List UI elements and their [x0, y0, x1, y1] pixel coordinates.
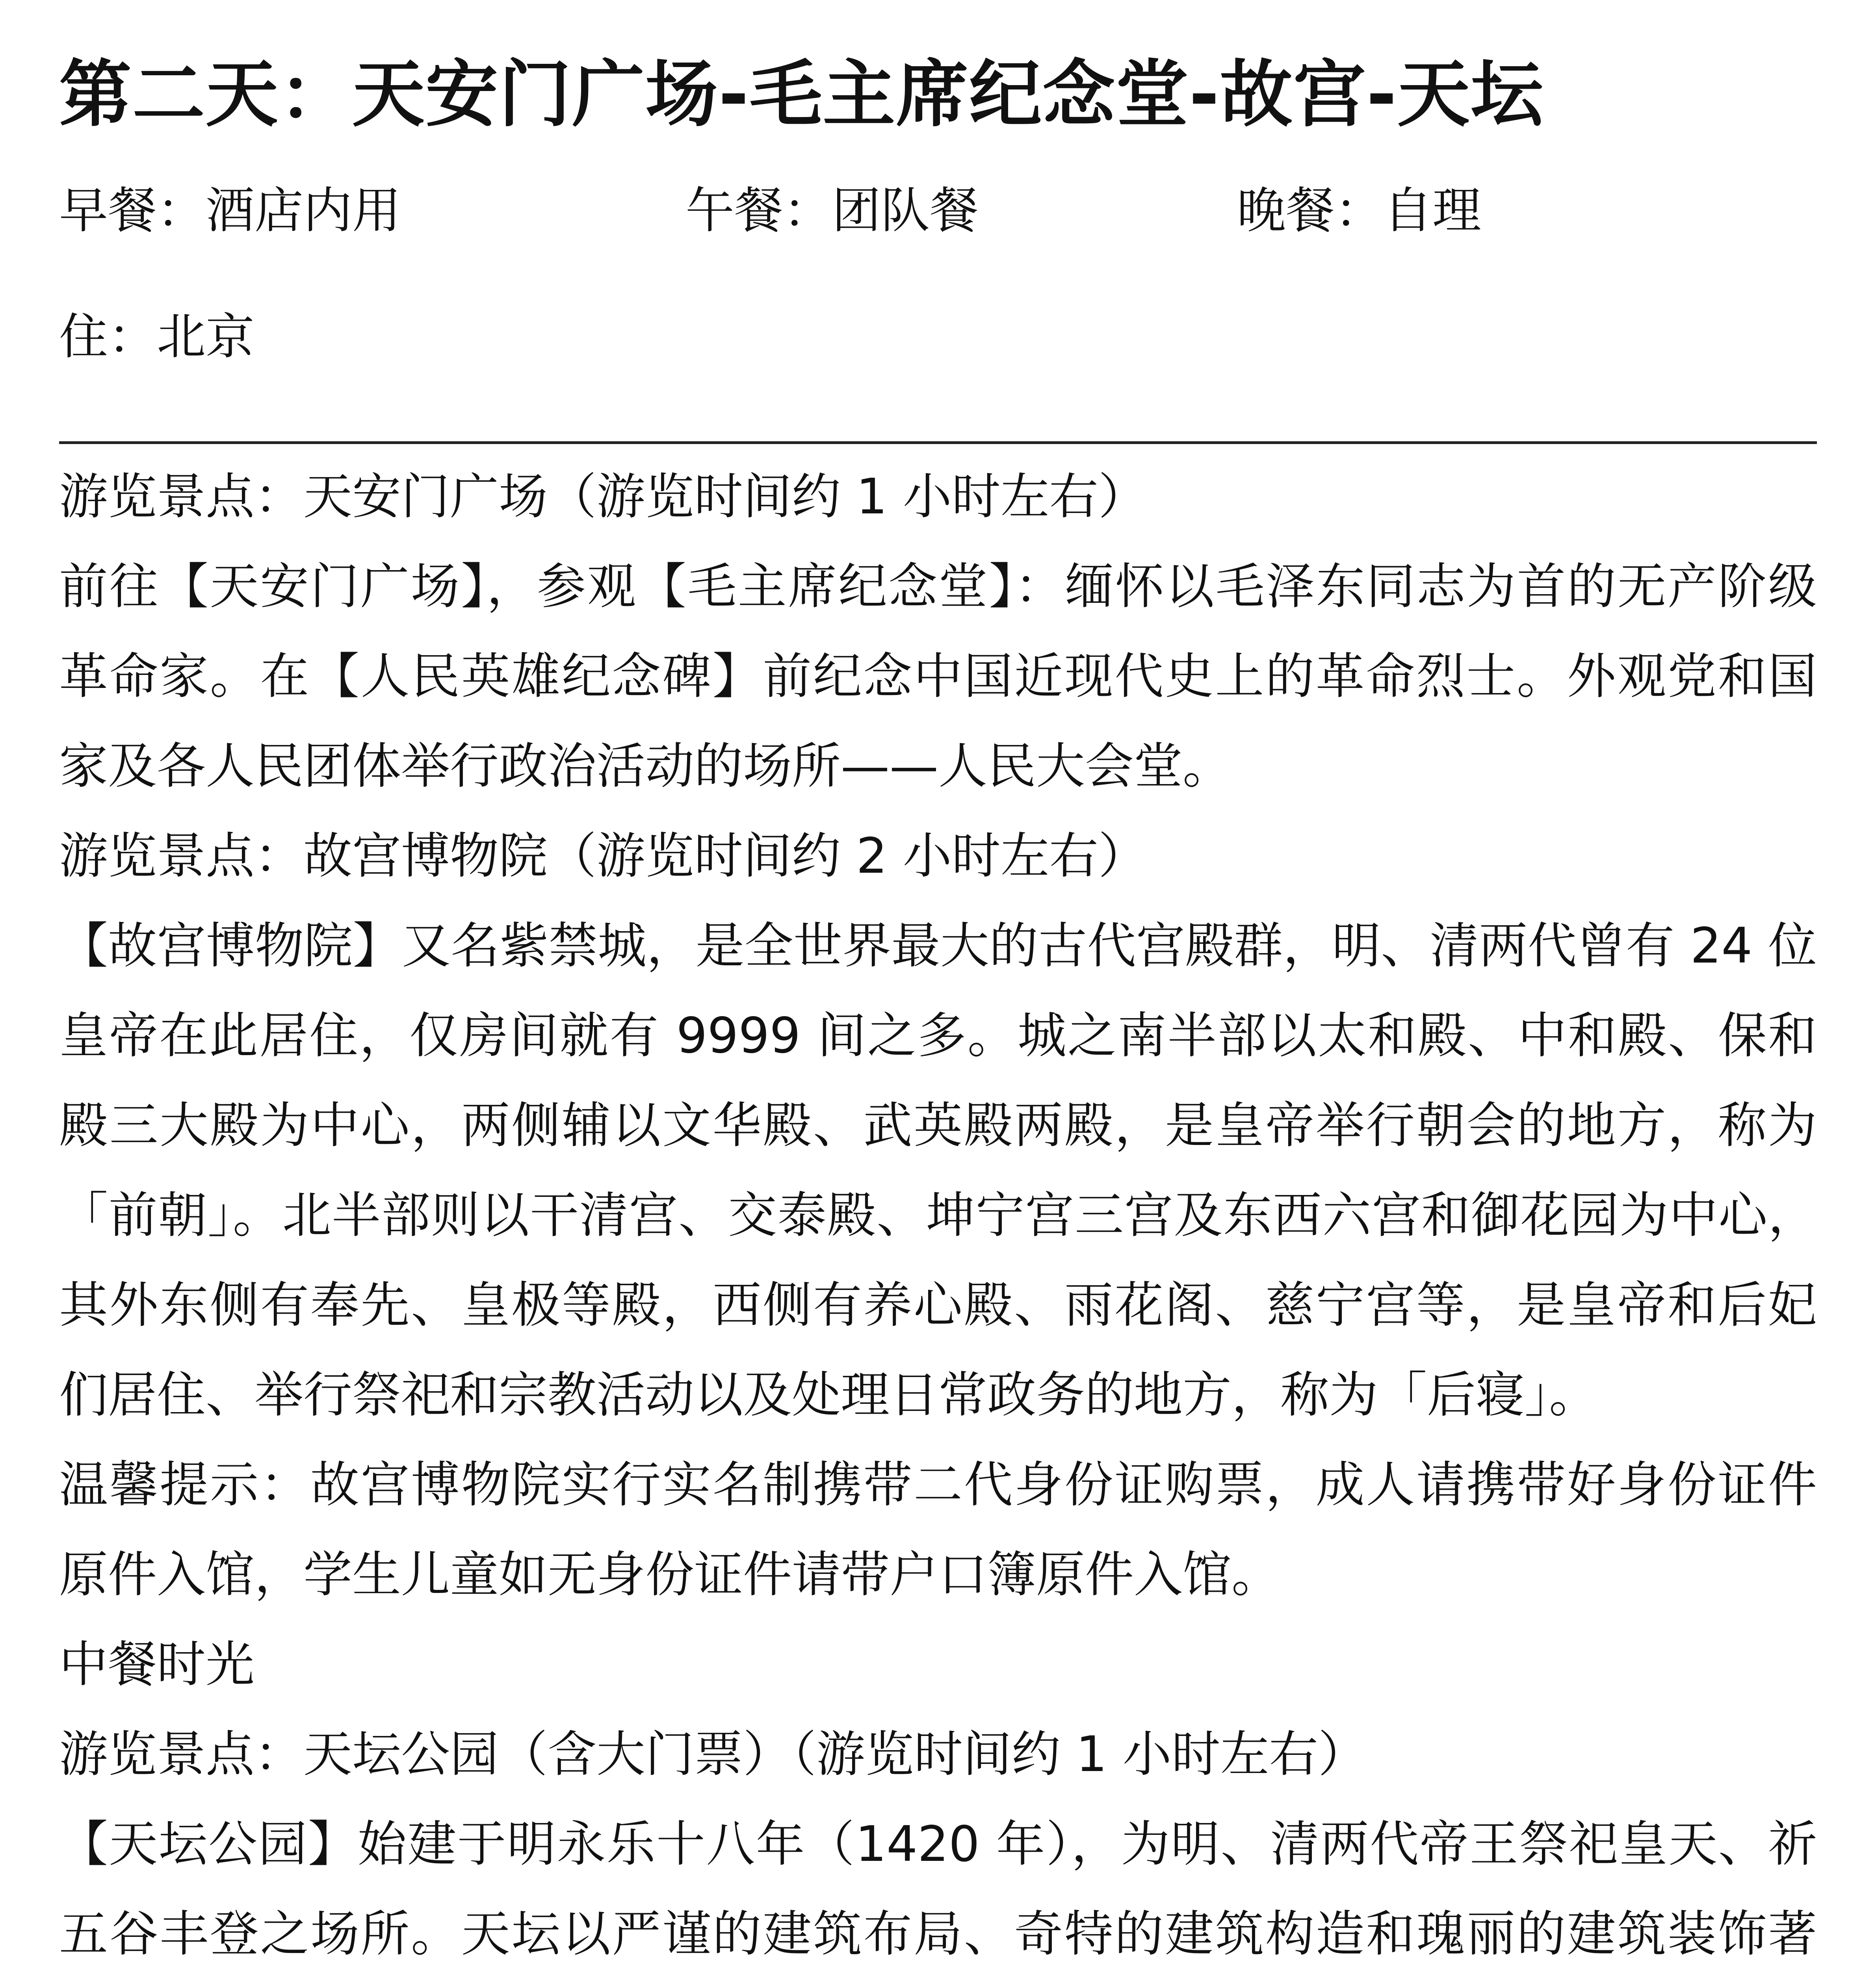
- spot-palace-museum-heading: 游览景点：故宫博物院（游览时间约 2 小时左右）: [59, 828, 1147, 885]
- spot-temple-of-heaven-heading: 游览景点：天坛公园（含大门票）（游览时间约 1 小时左右）: [59, 1726, 1367, 1783]
- stay-info: 住：北京: [59, 309, 255, 365]
- lunch-info: 午餐：团队餐: [685, 182, 979, 239]
- spot-tiananmen-description: 前往【天安门广场】，参观【毛主席纪念堂】：缅怀以毛泽东同志为首的无产阶级革命家。在【人民英雄纪念碑】前纪念中国近现代史上的革命烈士。外观党和国家及各人民团体举行政治活动的场所——人民大会堂。: [59, 558, 1817, 795]
- spot-temple-of-heaven-description: 【天坛公园】始建于明永乐十八年（1420 年），为明、清两代帝王祭祀皇天、祈五谷丰登之场所。天坛以严谨的建筑布局、奇特的建筑构造和瑰丽的建筑装饰著: [59, 1816, 1817, 1963]
- palace-museum-tip: 温馨提示：故宫博物院实行实名制携带二代身份证购票，成人请携带好身份证件原件入馆，学生儿童如无身份证件请带户口簿原件入馆。: [59, 1457, 1817, 1603]
- breakfast-info: 早餐：酒店内用: [59, 182, 401, 239]
- spot-tiananmen-heading: 游览景点：天安门广场（游览时间约 1 小时左右）: [59, 468, 1147, 525]
- meals-row: [59, 165, 1817, 256]
- spot-palace-museum-description: 【故宫博物院】又名紫禁城，是全世界最大的古代宫殿群，明、清两代曾有 24 位皇帝在此居住，仅房间就有 9999 间之多。城之南半部以太和殿、中和殿、保和殿三大殿为中心，两侧辅以文华殿、武英殿两殿，是皇帝举行朝会的地方，称为「前朝」。北半部则以干清宫、交泰殿、坤宁宫三宫及东西六宫和御花园为中心，其外东侧有奉先、皇极等殿，西侧有养心殿、雨花阁、慈宁宫等，是皇帝和后妃们居住、举行祭祀和宗教活动以及处理日常政务的地方，称为「后寝」。: [59, 918, 1817, 1424]
- section-divider: [59, 441, 1817, 444]
- itinerary-content: [59, 452, 1817, 1970]
- dinner-info: 晚餐：自理: [1237, 182, 1482, 239]
- page-title: 第二天：天安门广场-毛主席纪念堂-故宫-天坛: [59, 52, 1544, 137]
- lunch-time-note: 中餐时光: [59, 1636, 255, 1693]
